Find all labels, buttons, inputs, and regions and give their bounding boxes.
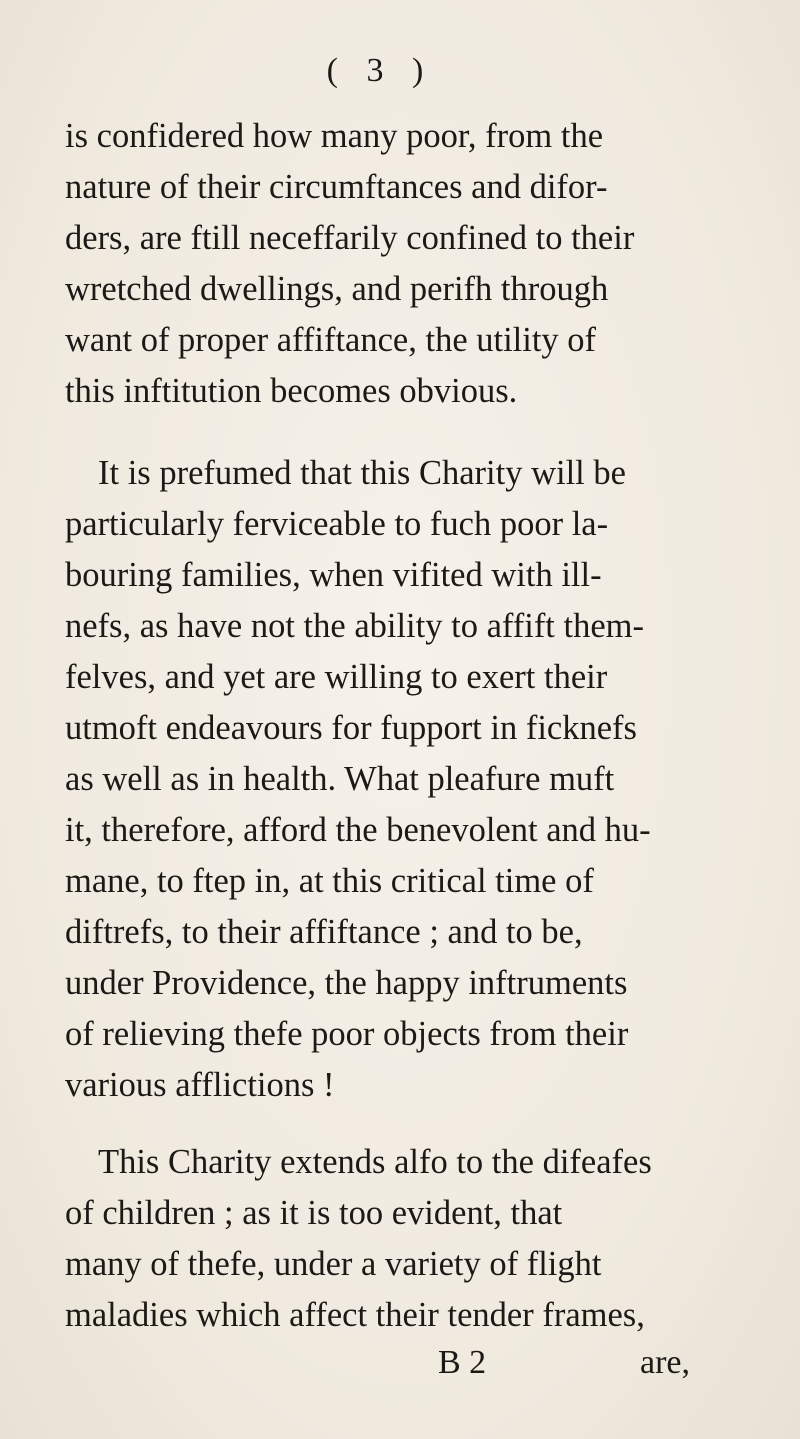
text-line: It is prefumed that this Charity will be xyxy=(98,454,626,492)
text-line: maladies which affect their tender frames, xyxy=(65,1296,645,1334)
text-line: of children ; as it is too evident, that xyxy=(65,1194,563,1232)
text-line: under Providence, the happy inftruments xyxy=(65,964,628,1002)
text-line: nature of their circumftances and difor- xyxy=(65,168,608,206)
text-line: is confidered how many poor, from the xyxy=(65,117,604,155)
text-line: diftrefs, to their affiftance ; and to be, xyxy=(65,913,583,951)
text-line: utmoft endeavours for fupport in ficknefs xyxy=(65,709,637,747)
text-line: This Charity extends alfo to the difeafes xyxy=(98,1143,652,1181)
text-line: various afflictions ! xyxy=(65,1066,335,1104)
text-line: bouring families, when vifited with ill- xyxy=(65,556,602,594)
text-line: wretched dwellings, and perifh through xyxy=(65,270,609,308)
text-line: this inftitution becomes obvious. xyxy=(65,372,518,410)
catchword: are, xyxy=(640,1344,691,1381)
text-line: nefs, as have not the ability to affift them- xyxy=(65,607,644,645)
text-line: particularly ferviceable to fuch poor la- xyxy=(65,505,609,543)
text-line: as well as in health. What pleafure muft xyxy=(65,760,615,798)
signature-mark: B 2 xyxy=(438,1344,487,1381)
text-line: mane, to ftep in, at this critical time of xyxy=(65,862,594,900)
page-number: ( 3 ) xyxy=(326,52,434,89)
text-line: it, therefore, afford the benevolent and hu- xyxy=(65,811,651,849)
text-line: felves, and yet are willing to exert their xyxy=(65,658,608,696)
text-line: of relieving thefe poor objects from their xyxy=(65,1015,629,1053)
text-line: many of thefe, under a variety of flight xyxy=(65,1245,602,1283)
text-line: ders, are ftill neceffarily confined to their xyxy=(65,219,635,257)
text-line: want of proper affiftance, the utility of xyxy=(65,321,597,359)
